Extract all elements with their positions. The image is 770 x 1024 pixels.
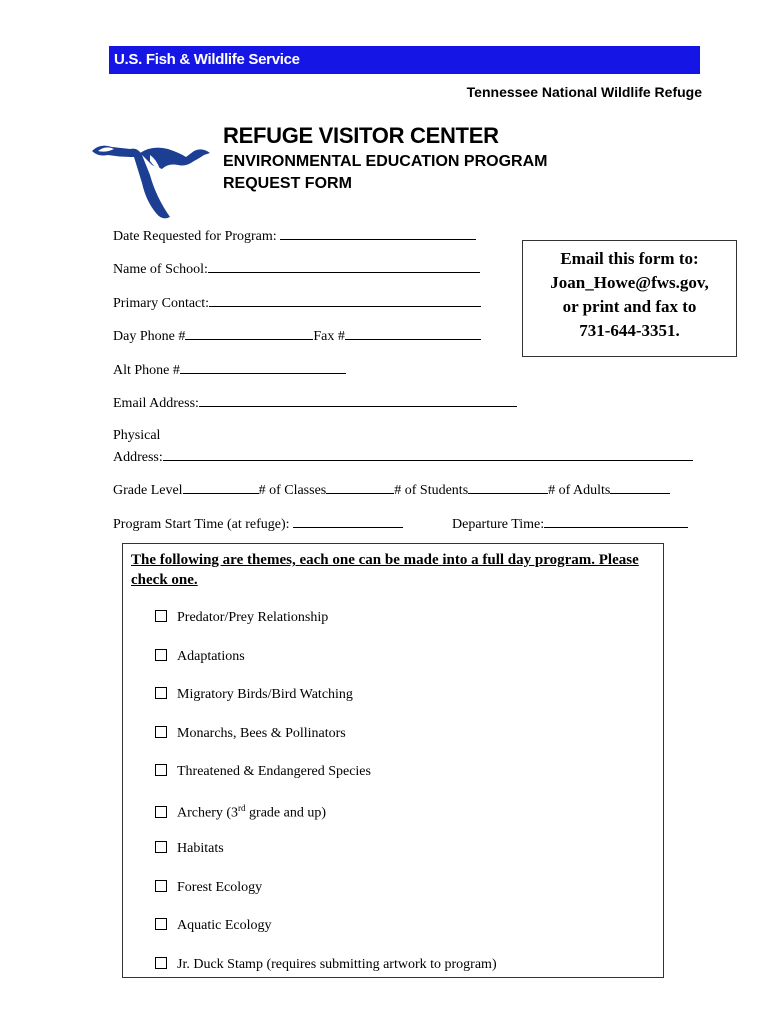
subtitle-line-1: ENVIRONMENTAL EDUCATION PROGRAM (223, 153, 548, 170)
classes-input[interactable] (326, 481, 394, 494)
theme-item[interactable] (155, 803, 326, 822)
theme-label: Adaptations (177, 649, 245, 664)
flying-goose-icon (90, 135, 220, 233)
date-requested-input[interactable] (280, 227, 476, 240)
email-line-3: or print and fax to (562, 297, 697, 316)
theme-item[interactable] (155, 726, 346, 742)
agency-name: U.S. Fish & Wildlife Service (114, 51, 300, 68)
themes-box (122, 543, 664, 978)
alt-phone-label: Alt Phone # (113, 363, 180, 378)
day-phone-label: Day Phone # (113, 329, 186, 344)
theme-item[interactable] (155, 649, 245, 665)
date-requested-row (113, 227, 476, 245)
theme-item[interactable] (155, 880, 262, 896)
fax-label: Fax # (313, 329, 345, 344)
grade-label: Grade Level (113, 483, 183, 498)
address-label: Address: (113, 450, 163, 465)
alt-phone-row (113, 361, 346, 379)
theme-label: Migratory Birds/Bird Watching (177, 687, 353, 702)
checkbox[interactable] (155, 687, 167, 699)
checkbox[interactable] (155, 610, 167, 622)
email-line-1: Email this form to: (560, 249, 699, 268)
agency-banner (109, 46, 700, 74)
checkbox[interactable] (155, 764, 167, 776)
theme-label: Jr. Duck Stamp (requires submitting artwork to program) (177, 957, 497, 972)
theme-item[interactable] (155, 957, 497, 973)
adults-label: # of Adults (548, 483, 611, 498)
email-row (113, 394, 517, 412)
start-time-label: Program Start Time (at refuge): (113, 517, 290, 532)
theme-item[interactable] (155, 610, 328, 626)
counts-row (113, 481, 670, 499)
themes-heading: The following are themes, each one can be made into a full day program. Please check one. (131, 552, 639, 588)
refuge-name: Tennessee National Wildlife Refuge (466, 84, 702, 100)
theme-label: Predator/Prey Relationship (177, 610, 329, 625)
contact-row (113, 294, 481, 312)
theme-label: Monarchs, Bees & Pollinators (177, 726, 346, 741)
departure-label: Departure Time: (452, 517, 545, 532)
theme-item[interactable] (155, 687, 353, 703)
address-input[interactable] (163, 448, 693, 461)
adults-input[interactable] (610, 481, 670, 494)
alt-phone-input[interactable] (180, 361, 346, 374)
departure-input[interactable] (544, 515, 688, 528)
subtitle-line-2: REQUEST FORM (223, 175, 352, 192)
ordinal-suffix: rd (238, 803, 246, 813)
theme-label: Aquatic Ecology (177, 918, 272, 933)
contact-input[interactable] (209, 294, 481, 307)
checkbox[interactable] (155, 918, 167, 930)
theme-label: Threatened & Endangered Species (177, 764, 371, 779)
email-line-4: 731-644-3351. (579, 321, 680, 340)
theme-item[interactable] (155, 841, 224, 857)
checkbox[interactable] (155, 649, 167, 661)
date-requested-label: Date Requested for Program: (113, 229, 277, 244)
theme-label: Forest Ecology (177, 880, 263, 895)
departure-row (452, 515, 688, 533)
contact-label: Primary Contact: (113, 296, 210, 311)
day-phone-input[interactable] (185, 327, 313, 340)
phone-row (113, 327, 481, 345)
classes-label: # of Classes (258, 483, 327, 498)
checkbox[interactable] (155, 806, 167, 818)
start-time-row (113, 515, 403, 533)
checkbox[interactable] (155, 841, 167, 853)
theme-label: Habitats (177, 841, 224, 856)
theme-item[interactable] (155, 918, 271, 934)
email-line-2: Joan_Howe@fws.gov, (550, 273, 709, 292)
school-row (113, 260, 480, 278)
page-subtitle (223, 151, 547, 195)
email-input[interactable] (199, 394, 517, 407)
address-row (113, 448, 693, 466)
email-instructions-box (522, 240, 737, 357)
theme-item[interactable] (155, 764, 371, 780)
start-time-input[interactable] (293, 515, 403, 528)
school-label: Name of School: (113, 262, 208, 277)
fax-input[interactable] (345, 327, 481, 340)
students-label: # of Students (394, 483, 469, 498)
physical-label: Physical (113, 428, 161, 443)
checkbox[interactable] (155, 726, 167, 738)
email-label: Email Address: (113, 396, 199, 411)
students-input[interactable] (468, 481, 548, 494)
checkbox[interactable] (155, 880, 167, 892)
theme-label: Archery (3 (177, 805, 239, 821)
page-title: REFUGE VISITOR CENTER (223, 123, 499, 148)
theme-label-rest: grade and up) (245, 805, 326, 821)
school-input[interactable] (208, 260, 480, 273)
grade-input[interactable] (183, 481, 259, 494)
checkbox[interactable] (155, 957, 167, 969)
